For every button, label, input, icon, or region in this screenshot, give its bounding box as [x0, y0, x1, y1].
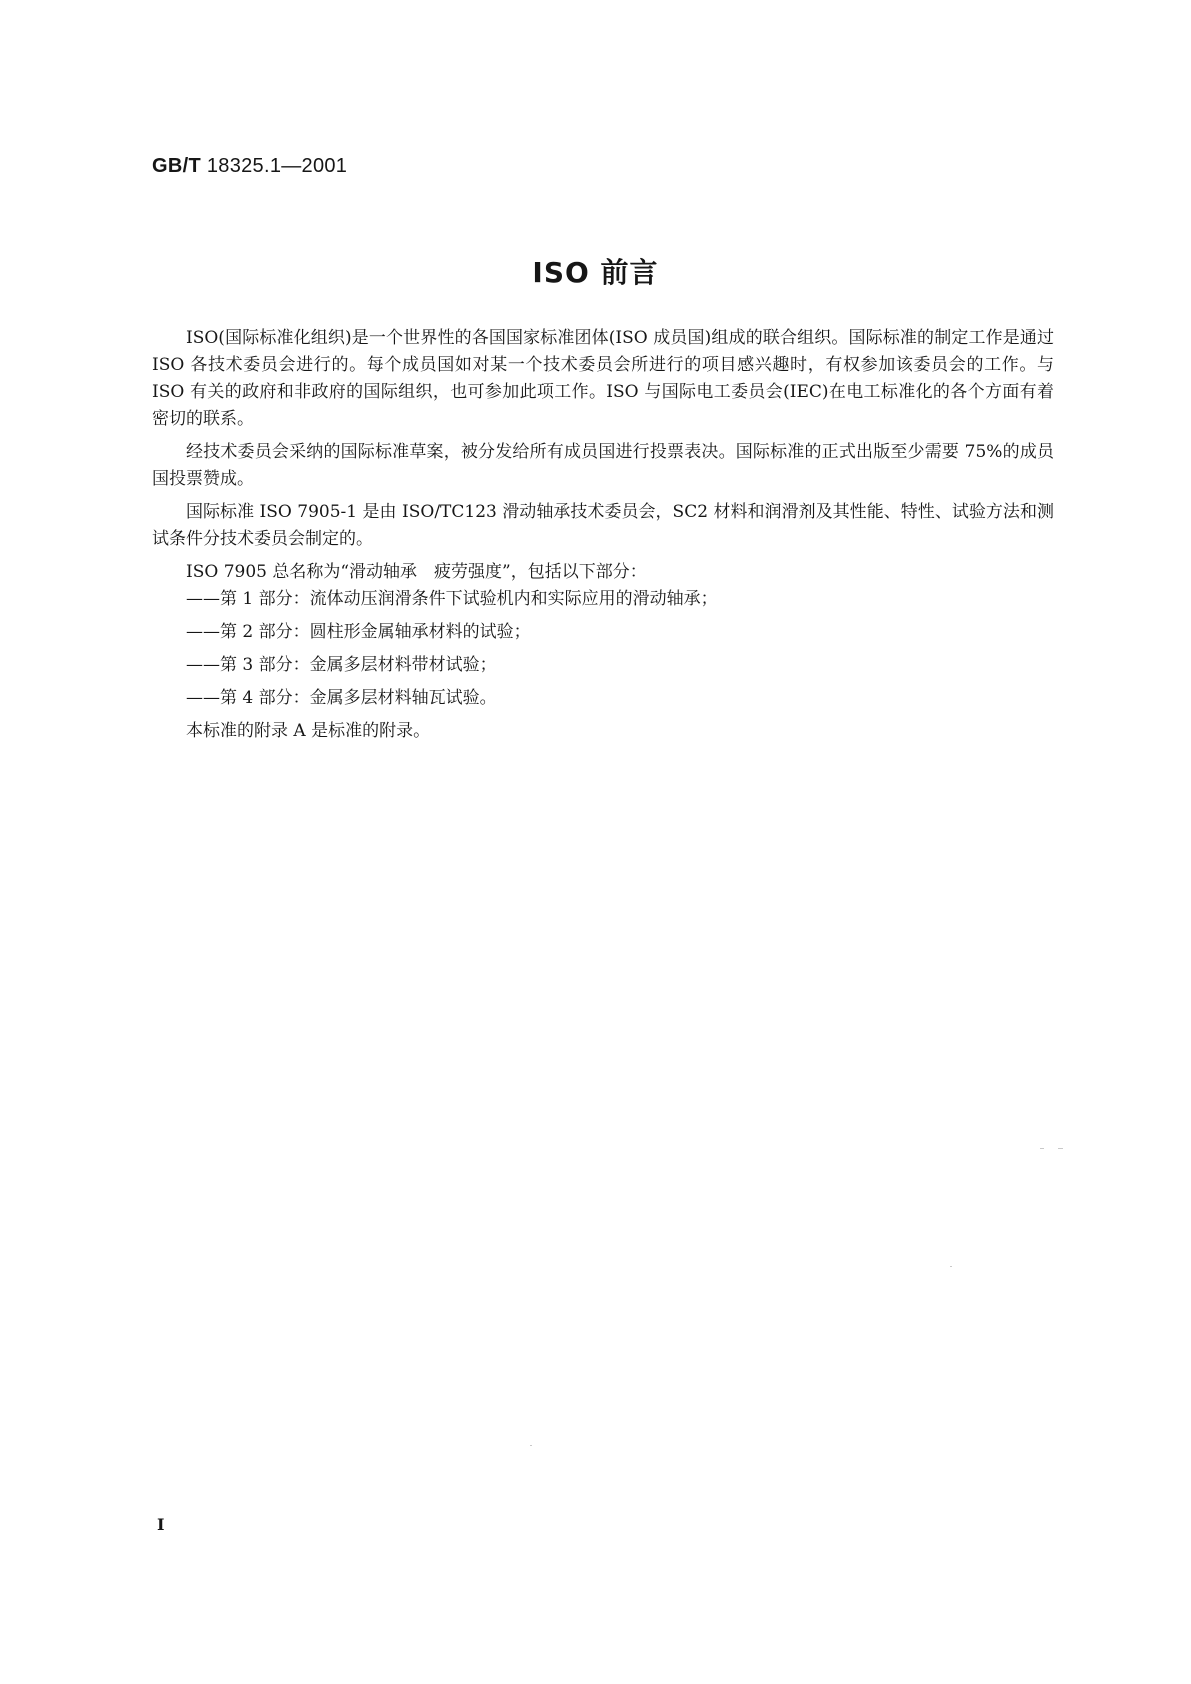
scan-speck [950, 1266, 952, 1267]
paragraph-voting: 经技术委员会采纳的国际标准草案，被分发给所有成员国进行投票表决。国际标准的正式出版至少需要 75%的成员国投票赞成。 [152, 442, 1054, 489]
scan-speck [1058, 1148, 1063, 1149]
list-item: ——第 1 部分：流体动压润滑条件下试验机内和实际应用的滑动轴承； [186, 589, 718, 609]
scan-speck [1040, 1148, 1044, 1149]
page-number: I [157, 1515, 165, 1534]
list-item: ——第 3 部分：金属多层材料带材试验； [186, 655, 497, 675]
parts-list [186, 586, 1054, 712]
annex-note: 本标准的附录 A 是标准的附录。 [186, 721, 431, 741]
standard-prefix: GB/T [152, 155, 201, 177]
paragraph-committee: 国际标准 ISO 7905-1 是由 ISO/TC123 滑动轴承技术委员会，SC2 材料和润滑剂及其性能、特性、试验方法和测试条件分技术委员会制定的。 [152, 502, 1054, 549]
scan-speck [530, 1445, 532, 1446]
foreword-body [152, 325, 1054, 745]
list-item: ——第 2 部分：圆柱形金属轴承材料的试验； [186, 622, 531, 642]
standard-number [152, 155, 347, 178]
paragraph-parts-intro: ISO 7905 总名称为“滑动轴承 疲劳强度”，包括以下部分： [186, 562, 647, 582]
list-item: ——第 4 部分：金属多层材料轴瓦试验。 [186, 688, 497, 708]
standard-code: 18325.1—2001 [206, 155, 348, 177]
page-title: ISO 前言 [532, 256, 659, 289]
paragraph-iso-intro: ISO(国际标准化组织)是一个世界性的各国国家标准团体(ISO 成员国)组成的联合组织。国际标准的制定工作是通过 ISO 各技术委员会进行的。每个成员国如对某一个技术委员会所进行的项目感兴趣时，有权参加该委员会的工作。与 ISO 有关的政府和非政府的国际组织，也可参加此项工作。ISO 与国际电工委员会(IEC)在电工标准化的各个方面有着密切的联系。 [152, 328, 1054, 429]
